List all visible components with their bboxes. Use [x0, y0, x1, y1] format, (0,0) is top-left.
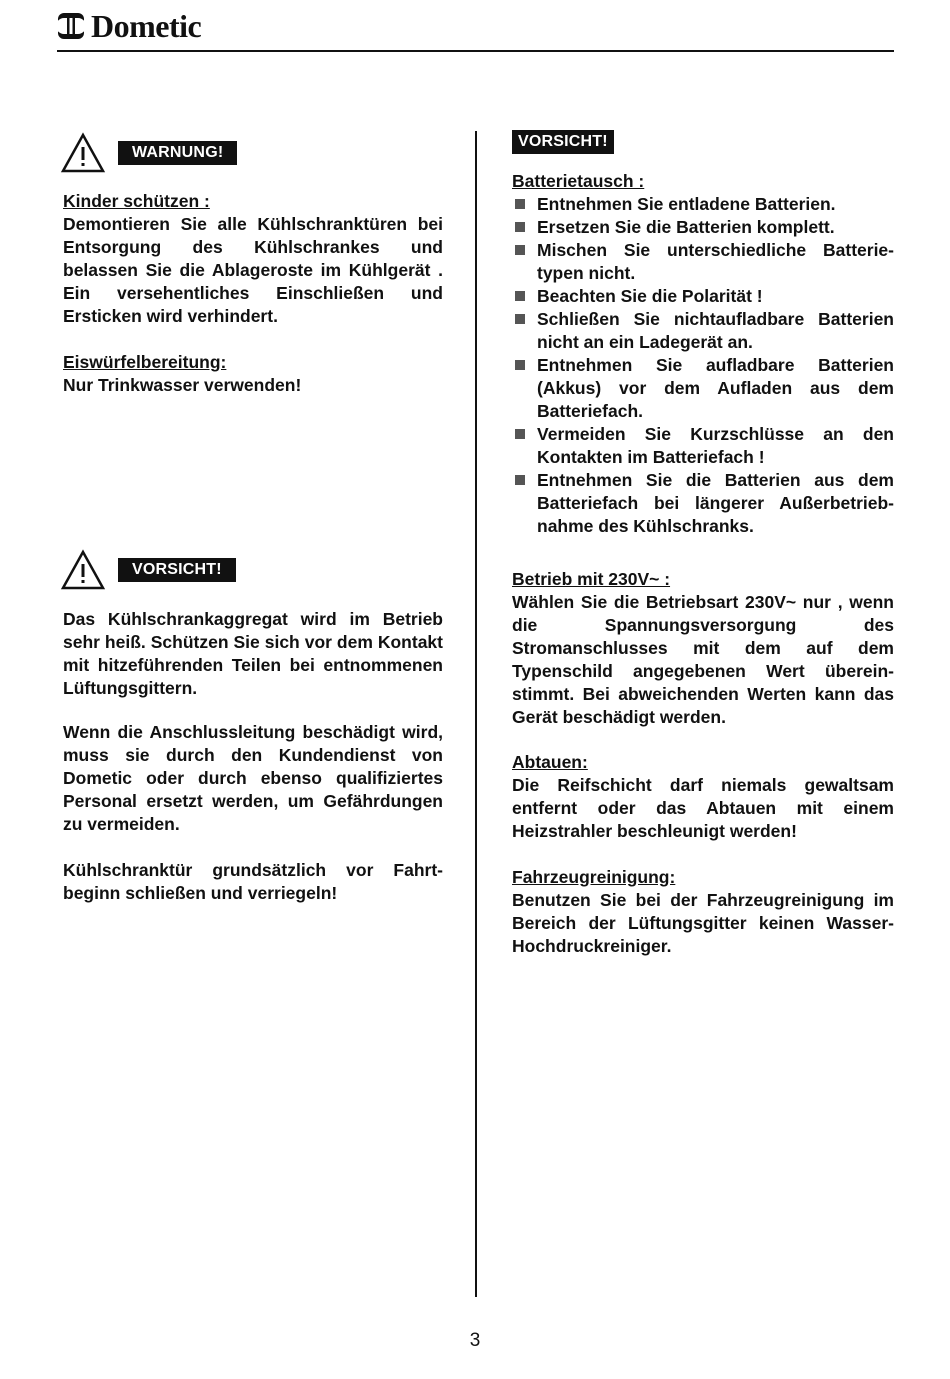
mains-text: Wählen Sie die Betriebsart 230V~ nur , wenn die Spannungsversorgung des Stromanschlusses mit dem auf dem Typenschild angegebenen Wert übereinstimmt. Bei abweichenden Werten kann das Gerät beschädigt werden.	[512, 592, 894, 727]
dometic-logo-icon	[57, 12, 85, 40]
defrost-heading: Abtauen:	[512, 752, 588, 772]
left-section-children	[63, 190, 443, 328]
list-item: Schließen Sie nichtaufladbare Batterien nicht an ein Ladegerät an.	[512, 308, 894, 354]
caution-alert-left	[60, 549, 236, 591]
caution-badge: VORSICHT!	[118, 558, 236, 582]
warning-alert	[60, 132, 237, 174]
header-rule	[57, 50, 894, 52]
bullet-square-icon	[515, 199, 525, 209]
bullet-square-icon	[515, 245, 525, 255]
column-divider	[475, 131, 477, 1297]
list-item: Entnehmen Sie entladene Batterien.	[512, 193, 894, 216]
page-number: 3	[469, 1330, 481, 1351]
list-item: Ersetzen Sie die Batterien komplett.	[512, 216, 894, 239]
bullet-square-icon	[515, 360, 525, 370]
left-section-door	[63, 859, 443, 905]
list-item: Entnehmen Sie aufladbare Batterien (Akkus) vor dem Aufladen aus dem Batteriefach.	[512, 354, 894, 423]
list-item: Beachten Sie die Polarität !	[512, 285, 894, 308]
bullet-square-icon	[515, 291, 525, 301]
mains-section	[512, 568, 894, 729]
defrost-text: Die Reifschicht darf niemals gewaltsam entfernt oder das Abtauen mit einem Heizstrahler beschleunigt werden!	[512, 775, 894, 841]
ice-text: Nur Trinkwasser verwenden!	[63, 375, 302, 395]
left-section-hot	[63, 608, 443, 700]
battery-section	[512, 170, 894, 538]
defrost-section	[512, 751, 894, 843]
bullet-square-icon	[515, 429, 525, 439]
battery-heading: Batterietausch :	[512, 171, 645, 191]
caution-alert-right	[512, 130, 614, 154]
cleaning-heading: Fahrzeugreinigung:	[512, 867, 676, 887]
bullet-square-icon	[515, 475, 525, 485]
brand-logo	[57, 8, 201, 44]
list-item: Vermeiden Sie Kurzschlüsse an den Kontakten im Batteriefach !	[512, 423, 894, 469]
mains-heading: Betrieb mit 230V~ :	[512, 569, 671, 589]
warning-badge: WARNUNG!	[118, 141, 237, 165]
list-item: Mischen Sie unterschiedliche Batterietypen nicht.	[512, 239, 894, 285]
cleaning-section	[512, 866, 894, 958]
hot-unit-text: Das Kühlschrankaggregat wird im Betrieb sehr heiß. Schützen Sie sich vor dem Kontakt mit hitzeführenden Teilen bei entnommenen Lüftungsgittern.	[63, 609, 443, 698]
warning-triangle-icon	[60, 549, 106, 591]
caution-badge: VORSICHT!	[512, 130, 614, 154]
cable-text: Wenn die Anschlussleitung beschädigt wird, muss sie durch den Kundendienst von Dometic oder durch ebenso qualifiziertes Personal ersetzt werden, um Gefährdungen zu vermeiden.	[63, 722, 443, 834]
left-section-cable	[63, 721, 443, 836]
bullet-square-icon	[515, 314, 525, 324]
ice-heading: Eiswürfelbereitung:	[63, 352, 227, 372]
list-item: Entnehmen Sie die Batterien aus dem Batteriefach bei längerer Außerbetriebnahme des Kühlschranks.	[512, 469, 894, 538]
door-text: Kühlschranktür grundsätzlich vor Fahrtbeginn schließen und verriegeln!	[63, 860, 443, 903]
left-section-ice	[63, 351, 443, 397]
warning-triangle-icon	[60, 132, 106, 174]
cleaning-text: Benutzen Sie bei der Fahrzeugreinigung im Bereich der Lüftungsgitter keinen Wasser-Hochdruckreiniger.	[512, 890, 894, 956]
brand-name: Dometic	[91, 8, 202, 44]
bullet-square-icon	[515, 222, 525, 232]
children-heading: Kinder schützen :	[63, 191, 210, 211]
page-header	[57, 4, 894, 52]
battery-list	[512, 193, 894, 538]
children-text: Demontieren Sie alle Kühlschranktüren bei Entsorgung des Kühlschrankes und belassen Sie die Ablageroste im Kühlgerät . Ein versehentliches Einschließen und Ersticken wird verhindert.	[63, 214, 443, 326]
